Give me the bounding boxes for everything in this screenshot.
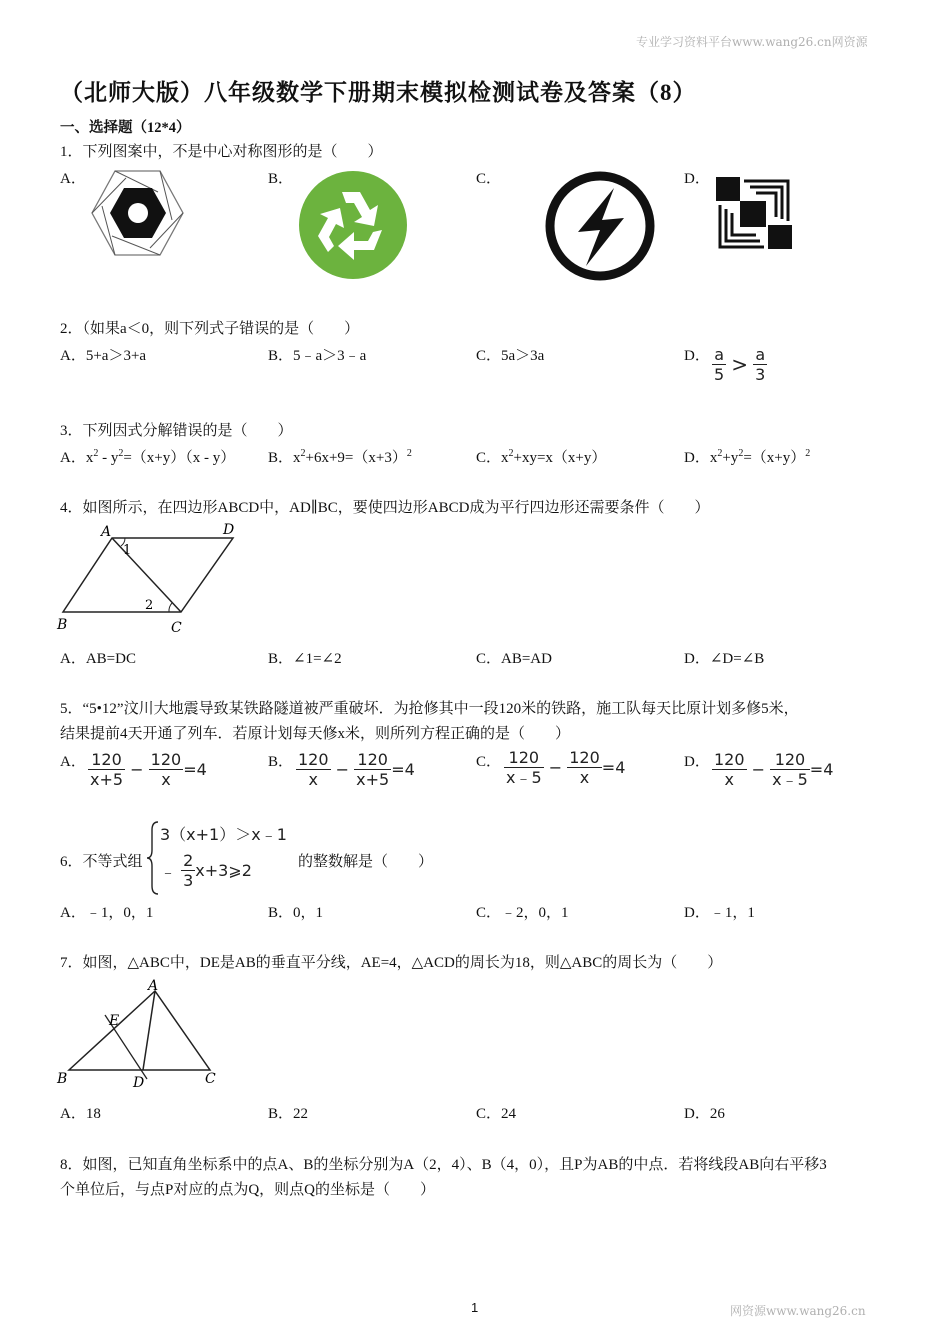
q3-option-b: B．$x^2+6x+9=(x+3)^2$ <box>268 448 412 466</box>
stacked-squares-icon <box>714 175 794 253</box>
q2-option-b: B．5﹣a＞3﹣a <box>268 348 367 364</box>
q4-option-d: D．∠D=∠B <box>684 651 765 667</box>
q6-option-a: A．﹣1，0，1 <box>60 905 154 921</box>
q5-option-b-label: B． <box>268 754 294 770</box>
q6-option-d: D．﹣1，1 <box>684 905 755 921</box>
q1-option-c-label: C． <box>476 171 502 187</box>
q7-option-a: A．18 <box>60 1106 101 1122</box>
question-3-stem: 3．下列因式分解错误的是（ ） <box>60 423 293 439</box>
question-8-stem-line1: 8．如图，已知直角坐标系中的点A、B的坐标分别为A（2，4）、B（4，0），且P为AB的中点．若将线段AB向右平移3 <box>60 1157 827 1173</box>
label-angle-1: 1 <box>123 543 132 558</box>
q5-option-a-label: A． <box>60 754 86 770</box>
q5-option-c-label: C． <box>476 754 502 770</box>
label-a: A <box>148 978 159 994</box>
label-c: C <box>205 1071 216 1087</box>
watermark-top: 专业学习资料平台www.wang26.cn网资源 <box>636 35 868 49</box>
question-5-stem-line2: 结果提前4天开通了列车．若原计划每天修x米，则所列方程正确的是（ ） <box>60 726 571 742</box>
q7-option-c: C．24 <box>476 1106 517 1122</box>
q3-option-d: D．$x^2+y^2=(x+y)^2$ <box>684 448 811 466</box>
q5-option-b-equation: $\frac{120}{x}$ − $\frac{120}{x+5}$ =4 <box>298 750 415 789</box>
recycle-icon <box>298 170 408 280</box>
q2-option-d-label: D． <box>684 348 710 364</box>
parallelogram-figure <box>55 520 245 636</box>
triangle-figure <box>55 975 225 1093</box>
q3-option-a: A．$x^2 - y^2=(x+y)(x - y)$ <box>60 448 236 466</box>
label-e: E <box>109 1013 120 1029</box>
q4-option-b: B．∠1=∠2 <box>268 651 342 667</box>
label-c: C <box>171 620 182 636</box>
q4-option-c: C．AB=AD <box>476 651 552 667</box>
label-b: B <box>57 617 68 633</box>
question-4-stem: 4．如图所示，在四边形ABCD中，AD∥BC，要使四边形ABCD成为平行四边形还需要条件（ ） <box>60 500 710 516</box>
page-title: （北师大版）八年级数学下册期末模拟检测试卷及答案（8） <box>60 80 697 105</box>
label-b: B <box>57 1071 68 1087</box>
lightning-circle-icon <box>544 170 656 282</box>
system-brace <box>146 820 160 896</box>
question-6-stem-post: 的整数解是（ ） <box>298 854 434 870</box>
q7-option-d: D．26 <box>684 1106 725 1122</box>
q2-option-a: A．5+a＞3+a <box>60 348 147 364</box>
page-number: 1 <box>471 1300 479 1315</box>
question-1-stem: 1．下列图案中，不是中心对称图形的是（ ） <box>60 144 383 160</box>
label-a: A <box>101 524 112 540</box>
q1-option-b-label: B． <box>268 171 294 187</box>
label-d: D <box>133 1075 145 1091</box>
question-2-stem: 2．（如果a＜0，则下列式子错误的是（ ） <box>60 321 360 337</box>
label-angle-2: 2 <box>145 598 154 613</box>
q3-option-c: C．$x^2+xy=x(x+y)$ <box>476 448 607 466</box>
q1-option-d-label: D． <box>684 171 710 187</box>
q5-option-d-label: D． <box>684 754 710 770</box>
q6-option-b: B．0，1 <box>268 905 324 921</box>
question-8-stem-line2: 个单位后，与点P对应的点为Q，则点Q的坐标是（ ） <box>60 1182 436 1198</box>
fraction: $\frac{a}{3}$ <box>755 345 766 384</box>
q5-option-c-equation: $\frac{120}{x﹣5}$ − $\frac{120}{x}$ =4 <box>506 748 626 787</box>
fraction: $\frac{a}{5}$ <box>714 345 725 384</box>
hexagon-swirl-icon <box>88 168 186 258</box>
question-7-stem: 7．如图，△ABC中，DE是AB的垂直平分线，AE=4，△ACD的周长为18，则△ABC的周长为（ ） <box>60 955 723 971</box>
section-heading: 一、选择题（12*4） <box>60 120 191 136</box>
q2-option-d-expression: $\frac{a}{5}$ > $\frac{a}{3}$ <box>714 345 766 384</box>
q4-option-a: A．AB=DC <box>60 651 136 667</box>
q6-option-c: C．﹣2，0，1 <box>476 905 569 921</box>
q1-option-a-label: A． <box>60 171 86 187</box>
question-6-stem-pre: 6．不等式组 <box>60 854 143 870</box>
watermark-bottom: 网资源www.wang26.cn <box>730 1304 866 1318</box>
label-d: D <box>223 522 235 538</box>
inequality-line-1: 3（x+1）＞x﹣1 <box>160 825 287 844</box>
question-5-stem-line1: 5．“5•12”汶川大地震导致某铁路隧道被严重破坏．为抢修其中一段120米的铁路，施工队每天比原计划多修5米， <box>60 701 799 717</box>
q5-option-d-equation: $\frac{120}{x}$ − $\frac{120}{x﹣5}$ =4 <box>714 750 834 789</box>
q5-option-a-equation: $\frac{120}{x+5}$ − $\frac{120}{x}$ =4 <box>90 750 207 789</box>
q2-option-c: C．5a＞3a <box>476 348 545 364</box>
q7-option-b: B．22 <box>268 1106 309 1122</box>
inequality-line-2: ﹣ $\frac{2}{3}$ x+3⩾2 <box>160 851 252 890</box>
